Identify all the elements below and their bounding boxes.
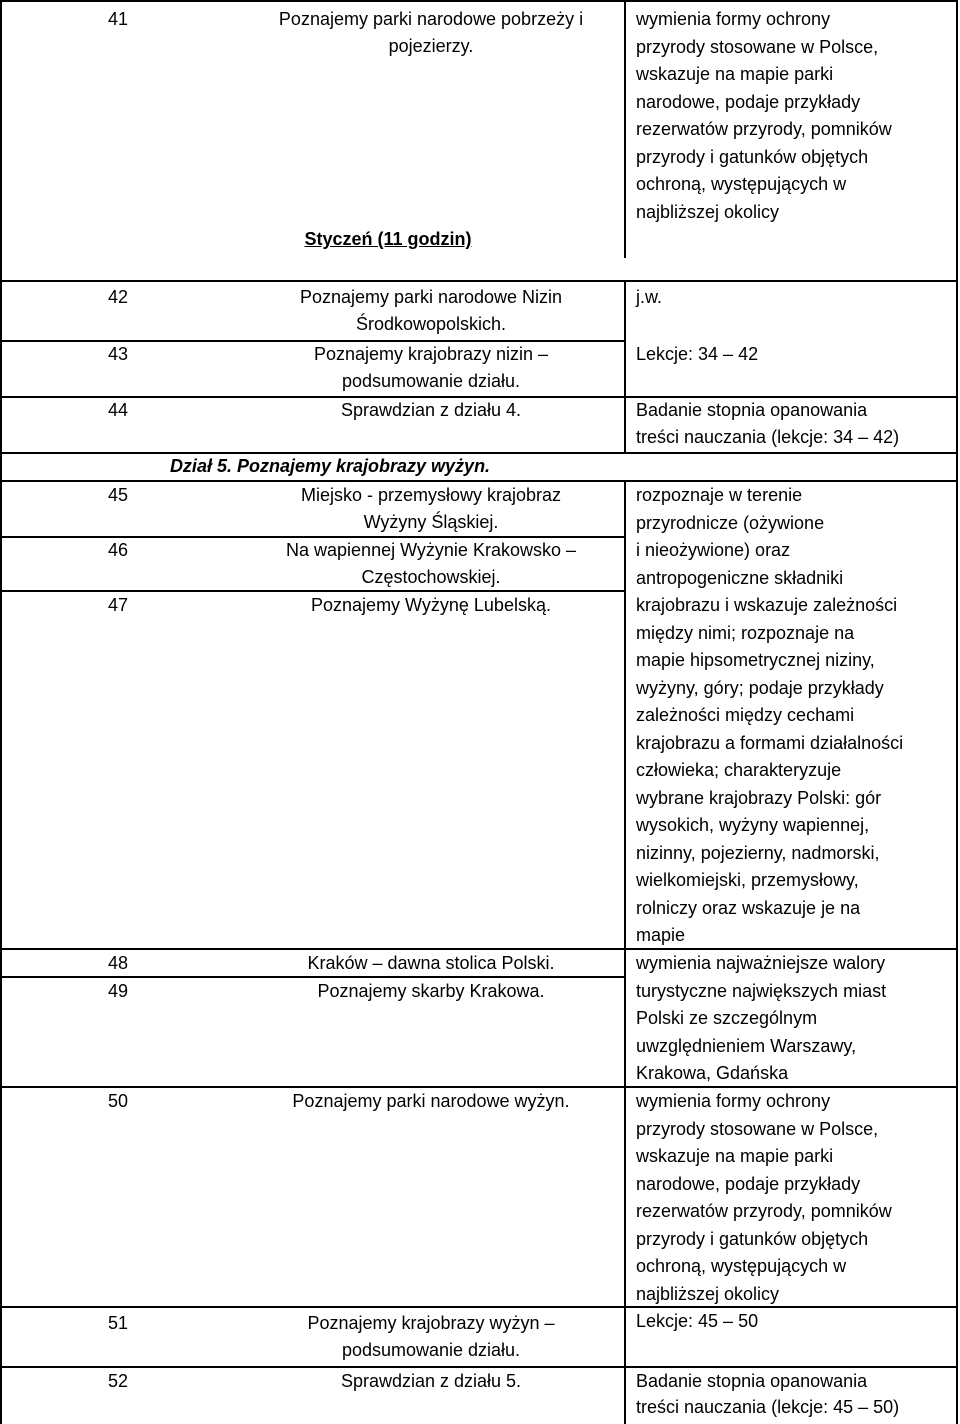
lesson-number: 44 — [108, 400, 129, 420]
lesson-title: Poznajemy parki narodowe wyżyn. — [292, 1091, 570, 1111]
column-divider — [624, 0, 626, 258]
lesson-title: Poznajemy krajobrazy nizin ‒ — [313, 344, 549, 364]
lesson-title: Poznajemy parki narodowe Nizin — [299, 287, 563, 307]
requirements-text: Lekcje: 34 ‒ 42 — [636, 344, 759, 364]
lesson-number: 52 — [108, 1371, 129, 1391]
table-border-left — [0, 0, 2, 1424]
lesson-title: Środkowopolskich. — [355, 314, 507, 334]
lesson-title: Sprawdzian z działu 4. — [340, 400, 522, 420]
lesson-title: podsumowanie działu. — [341, 371, 521, 391]
lesson-title: Częstochowskiej. — [361, 567, 501, 587]
requirements-text: j.w. — [636, 287, 663, 307]
requirements-text: treści nauczania (lekcje: 34 ‒ 42) — [636, 427, 900, 447]
lesson-title: Sprawdzian z działu 5. — [340, 1371, 522, 1391]
lesson-title: Wyżyny Śląskiej. — [363, 512, 499, 532]
lesson-title: Poznajemy krajobrazy wyżyn ‒ — [307, 1313, 555, 1333]
column-divider — [624, 480, 626, 1424]
lesson-number: 47 — [108, 595, 129, 615]
requirements-text: wymienia formy ochrony przyrody stosowane w Polsce, wskazuje na mapie parki narodowe, podaje przykłady rezerwatów przyrody, pomników przyrody i gatunków objętych ochroną, występujących w najbliższej okolicy — [636, 9, 892, 222]
requirements-text: wymienia formy ochrony przyrody stosowane w Polsce, wskazuje na mapie parki narodowe, podaje przykłady rezerwatów przyrody, pomników przyrody i gatunków objętych ochroną, występujących w najbliższej okolicy — [636, 1091, 892, 1304]
table-border-right — [956, 0, 958, 1424]
lesson-title: Poznajemy skarby Krakowa. — [317, 981, 545, 1001]
lesson-number: 45 — [108, 485, 129, 505]
lesson-title: Poznajemy parki narodowe pobrzeży i — [278, 9, 584, 29]
lesson-title: podsumowanie działu. — [341, 1340, 521, 1360]
row-line — [0, 0, 958, 2]
lesson-number: 46 — [108, 540, 129, 560]
lesson-number: 49 — [108, 981, 129, 1001]
lesson-number: 42 — [108, 287, 129, 307]
row-line — [0, 280, 958, 282]
lesson-title: Miejsko - przemysłowy krajobraz — [300, 485, 562, 505]
requirements-text: wymienia najważniejsze walory turystyczne największych miast Polski ze szczególnym uwzględnieniem Warszawy, Krakowa, Gdańska — [636, 953, 887, 1083]
requirements-text: treści nauczania (lekcje: 45 ‒ 50) — [636, 1397, 900, 1417]
lesson-number: 43 — [108, 344, 129, 364]
column-divider — [624, 282, 626, 454]
requirements-text: Lekcje: 45 ‒ 50 — [636, 1311, 759, 1331]
section-heading: Dział 5. Poznajemy krajobrazy wyżyn. — [169, 456, 491, 476]
lesson-title: Na wapiennej Wyżynie Krakowsko ‒ — [286, 540, 576, 560]
requirements-text: Badanie stopnia opanowania — [636, 400, 868, 420]
lesson-number: 41 — [108, 9, 129, 29]
lesson-number: 51 — [108, 1313, 129, 1333]
month-heading: Styczeń (11 godzin) — [304, 229, 472, 249]
requirements-text: Badanie stopnia opanowania — [636, 1371, 868, 1391]
lesson-number: 50 — [108, 1091, 129, 1111]
lesson-number: 48 — [108, 953, 129, 973]
requirements-text: rozpoznaje w terenie przyrodnicze (ożywione i nieożywione) oraz antropogeniczne składniki krajobrazu i wskazuje zależności między nimi; rozpoznaje na mapie hipsometrycznej niziny, wyżyny, góry; podaje przykłady zależności między cechami krajobrazu a formami działalności człowieka; charakteryzuje wybrane krajobrazy Polski: gór wysokich, wyżyny wapiennej, nizinny, pojezierny, nadmorski, wielkomiejski, przemysłowy, rolniczy oraz wskazuje je na mapie — [636, 485, 904, 945]
lesson-title: Poznajemy Wyżynę Lubelską. — [311, 595, 551, 615]
lesson-title: pojezierzy. — [388, 36, 474, 56]
lesson-title: Kraków ‒ dawna stolica Polski. — [307, 953, 555, 973]
